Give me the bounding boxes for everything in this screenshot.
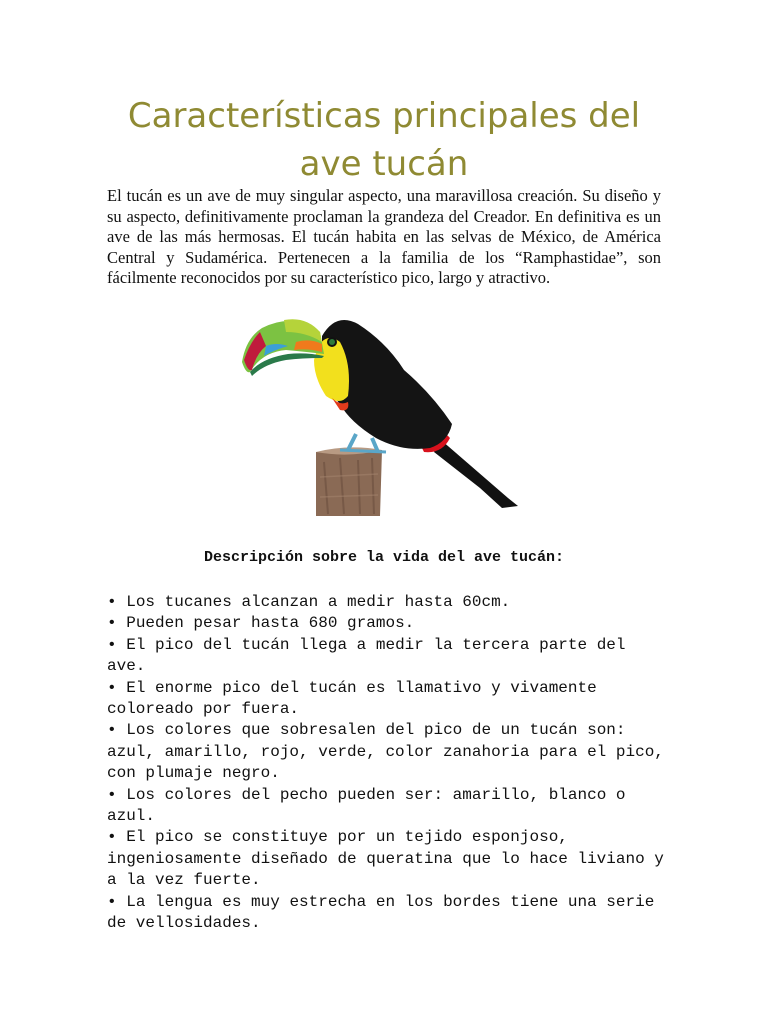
list-item (107, 613, 667, 634)
fact-text: El enorme pico del tucán es llamativo y vivamente coloreado por fuera. (107, 678, 597, 719)
page-title: Características principales del ave tucán (127, 96, 641, 184)
facts-list (107, 592, 667, 935)
bullet-icon: • (107, 678, 117, 697)
fact-text: Los tucanes alcanzan a medir hasta 60cm. (126, 593, 511, 611)
stump-icon (316, 447, 382, 516)
intro-paragraph: El tucán es un ave de muy singular aspecto, una maravillosa creación. Su diseño y su aspecto, definitivamente proclaman la grandeza del Creador. En definitiva es un ave de las más hermosas. El tucán habita en las selvas de México, de América Central y Sudamérica. Pertenecen a la familia de los “Ramphastidae”, son fácilmente reconocidos por su característico pico, largo y atractivo. (107, 186, 661, 287)
toucan-illustration (236, 302, 526, 518)
list-item (107, 892, 667, 935)
bullet-icon: • (107, 721, 117, 740)
bullet-icon: • (107, 828, 117, 847)
bullet-icon: • (107, 614, 117, 633)
list-item (107, 592, 667, 613)
beak-icon (242, 319, 324, 376)
fact-text: Pueden pesar hasta 680 gramos. (126, 614, 415, 633)
fact-text: El pico del tucán llega a medir la tercera parte del ave. (107, 635, 626, 676)
bullet-icon: • (107, 785, 117, 804)
fact-text: Los colores que sobresalen del pico de un tucán son: azul, amarillo, rojo, verde, color zanahoria para el pico, con plumaje negro. (107, 721, 664, 783)
bullet-icon: • (107, 593, 117, 611)
bullet-icon: • (107, 892, 117, 911)
list-item (107, 827, 667, 891)
fact-text: Los colores del pecho pueden ser: amarillo, blanco o azul. (107, 785, 626, 826)
list-item (107, 635, 667, 678)
list-item (107, 785, 667, 828)
list-item (107, 678, 667, 721)
list-item (107, 720, 667, 784)
section-subtitle: Descripción sobre la vida del ave tucán: (203, 549, 565, 566)
fact-text: El pico se constituye por un tejido esponjoso, ingeniosamente diseñado de queratina que lo hace liviano y a la vez fuerte. (107, 828, 664, 890)
bullet-icon: • (107, 635, 117, 654)
fact-text: La lengua es muy estrecha en los bordes tiene una serie de vellosidades. (107, 892, 655, 933)
